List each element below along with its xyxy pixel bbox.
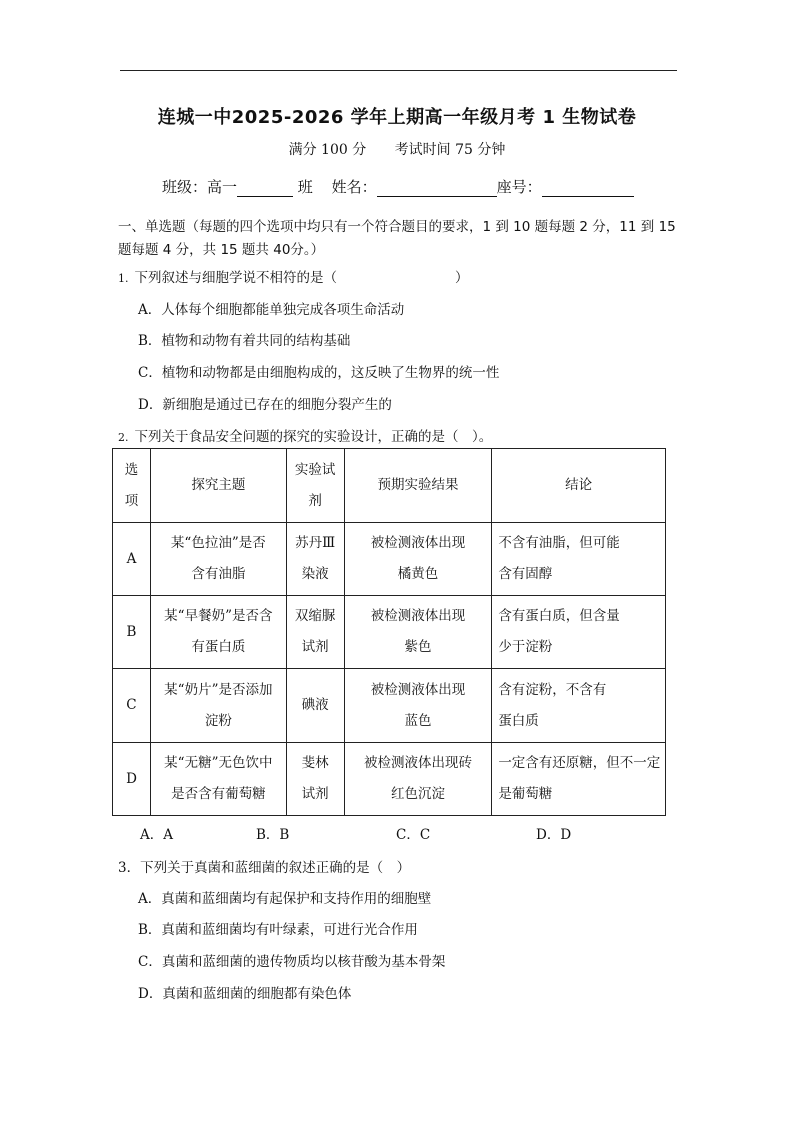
cell-option: B <box>113 596 151 669</box>
cell-result: 被检测液体出现 蓝色 <box>344 669 492 743</box>
class-suffix: 班 <box>297 178 313 196</box>
q2-option-d: D．D <box>536 827 572 843</box>
cell-topic: 某“无糖”无色饮中 是否含有葡萄糖 <box>150 743 286 816</box>
cell-result: 被检测液体出现 紫色 <box>344 596 492 669</box>
question-stem-close: ） <box>455 270 469 286</box>
cell-reagent: 碘液 <box>286 669 344 743</box>
cell-topic: 某“色拉油”是否 含有油脂 <box>150 523 286 596</box>
header-cell-result: 预期实验结果 <box>344 449 492 523</box>
full-score: 满分 100 分 <box>288 142 367 158</box>
cell-topic: 某“早餐奶”是否含 有蛋白质 <box>150 596 286 669</box>
question-stem: 下列关于食品安全问题的探究的实验设计，正确的是（ ）。 <box>134 429 493 445</box>
seat-blank[interactable] <box>542 179 634 197</box>
exam-subtitle <box>0 139 794 159</box>
exam-title: 连城一中2025-2026 学年上期高一年级月考 1 生物试卷 <box>157 107 637 128</box>
question-1 <box>118 266 469 286</box>
q1-option-b: B．植物和动物有着共同的结构基础 <box>138 333 351 349</box>
cell-result: 被检测液体出现 橘黄色 <box>344 523 492 596</box>
question-stem: 下列关于真菌和蓝细菌的叙述正确的是（ ） <box>140 860 411 876</box>
name-blank[interactable] <box>377 179 497 197</box>
class-label: 班级：高一 <box>162 178 238 196</box>
q2-option-b: B．B <box>256 827 290 843</box>
question-number: 3． <box>118 860 141 876</box>
exam-time: 考试时间 75 分钟 <box>394 142 506 158</box>
question-3 <box>118 856 410 876</box>
section-heading: 一、单选题（每题的四个选项中均只有一个符合题目的要求，1 到 10 题每题 2 分，11 到 15 题每题 4 分，共 15 题共 40分。） <box>118 219 676 258</box>
question-number: 1. <box>118 272 129 285</box>
cell-reagent: 斐林 试剂 <box>286 743 344 816</box>
table-row <box>113 669 666 743</box>
seat-label: 座号： <box>496 178 542 196</box>
q2-option-c: C．C <box>396 827 431 843</box>
header-cell-option: 选 项 <box>113 449 151 523</box>
cell-topic: 某“奶片”是否添加 淀粉 <box>150 669 286 743</box>
table-row <box>113 523 666 596</box>
question-number: 2. <box>118 431 129 444</box>
student-info-line <box>162 176 634 197</box>
q1-option-a: A．人体每个细胞都能单独完成各项生命活动 <box>138 302 405 318</box>
header-cell-conclusion: 结论 <box>492 449 666 523</box>
cell-conclusion: 含有淀粉，不含有 蛋白质 <box>492 669 666 743</box>
question-2 <box>118 425 492 445</box>
q3-option-a: A．真菌和蓝细菌均有起保护和支持作用的细胞壁 <box>138 891 432 907</box>
question-stem: 下列叙述与细胞学说不相符的是（ <box>134 270 337 286</box>
table-row <box>113 596 666 669</box>
cell-reagent: 苏丹Ⅲ 染液 <box>286 523 344 596</box>
header-cell-reagent: 实验试 剂 <box>286 449 344 523</box>
header-cell-topic: 探究主题 <box>150 449 286 523</box>
class-blank[interactable] <box>237 179 293 197</box>
header-rule <box>120 70 677 71</box>
cell-option: A <box>113 523 151 596</box>
cell-result: 被检测液体出现砖 红色沉淀 <box>344 743 492 816</box>
table-header-row <box>113 449 666 523</box>
q1-option-c: C．植物和动物都是由细胞构成的，这反映了生物界的统一性 <box>138 365 500 381</box>
q1-option-d: D．新细胞是通过已存在的细胞分裂产生的 <box>138 397 392 413</box>
q3-option-d: D．真菌和蓝细菌的细胞都有染色体 <box>138 986 352 1002</box>
q2-option-a: A．A <box>140 827 173 843</box>
cell-option: C <box>113 669 151 743</box>
cell-conclusion: 不含有油脂，但可能 含有固醇 <box>492 523 666 596</box>
q3-option-c: C．真菌和蓝细菌的遗传物质均以核苷酸为基本骨架 <box>138 954 446 970</box>
cell-conclusion: 一定含有还原糖，但不一定 是葡萄糖 <box>492 743 666 816</box>
cell-option: D <box>113 743 151 816</box>
cell-reagent: 双缩脲 试剂 <box>286 596 344 669</box>
experiment-table <box>112 448 666 816</box>
cell-conclusion: 含有蛋白质，但含量 少于淀粉 <box>492 596 666 669</box>
q3-option-b: B．真菌和蓝细菌均有叶绿素，可进行光合作用 <box>138 922 418 938</box>
table-row <box>113 743 666 816</box>
name-label: 姓名： <box>331 178 377 196</box>
